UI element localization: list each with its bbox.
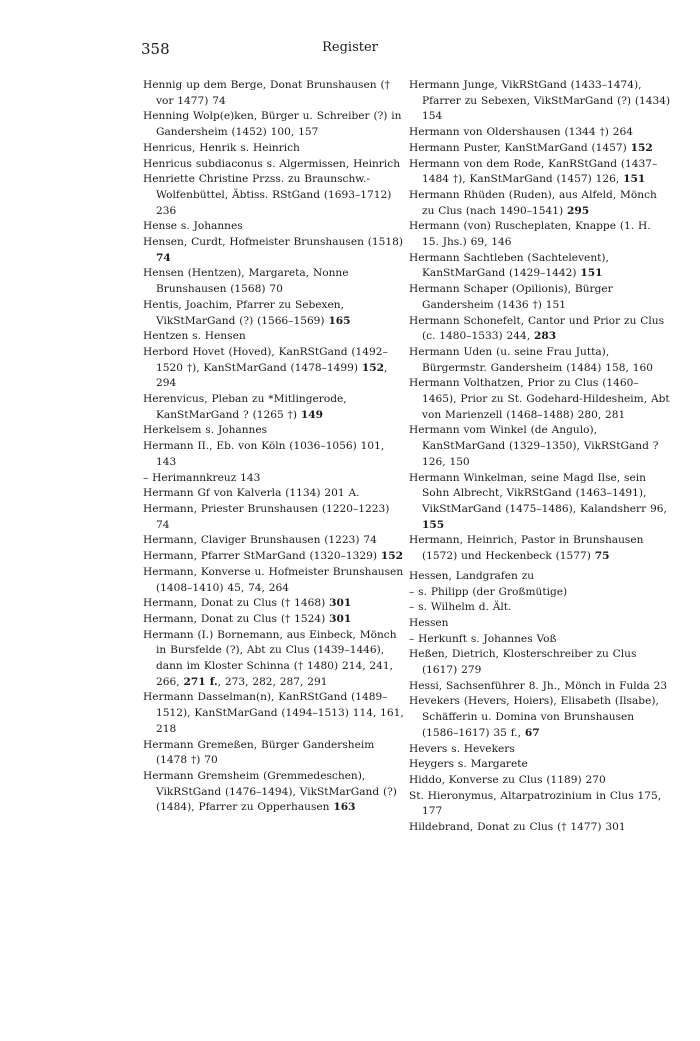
index-entry: Hermann, Heinrich, Pastor in Brunshausen (1572) und Heckenbeck (1577) 75 xyxy=(409,534,644,563)
index-entry: Hermann, Claviger Brunshausen (1223) 74 xyxy=(143,534,377,547)
index-entry: Henriette Christine Przss. zu Braunschw.-Wolfenbüttel, Äbtiss. RStGand (1693–1712) 236 xyxy=(143,173,392,217)
index-entry: Herkelsem s. Johannes xyxy=(143,424,268,437)
index-entry: Herenvicus, Pleban zu *Mitlingerode, KanStMarGand ? (1265 †) 149 xyxy=(143,393,347,421)
index-entry: Hevers s. Hevekers xyxy=(409,742,515,755)
index-entry: – s. Philipp (der Großmütige) xyxy=(409,585,568,598)
bold-page-ref: 74 xyxy=(156,251,171,264)
bold-page-ref: 149 xyxy=(300,408,323,421)
index-entry: Hentis, Joachim, Pfarrer zu Sebexen, VikStMarGand (?) (1566–1569) 165 xyxy=(143,298,351,327)
index-entry: Hermann Gremeßen, Bürger Gandersheim (1478 †) 70 xyxy=(143,738,375,767)
index-entry: Hermann vom Winkel (de Angulo), KanStMarGand (1329–1350), VikRStGand ? 126, 150 xyxy=(409,424,659,468)
index-entry: Hermann Gremsheim (Gremmedeschen), VikRStGand (1476–1494), VikStMarGand (?) (1484), Pfarrer zu Opperhausen 163 xyxy=(143,769,397,814)
bold-page-ref: 271 f. xyxy=(183,675,218,688)
index-entry: Henning Wolp(e)ken, Bürger u. Schreiber (?) in Gandersheim (1452) 100, 157 xyxy=(143,110,402,139)
bold-page-ref: 152 xyxy=(361,361,385,374)
bold-page-ref: 152 xyxy=(380,550,403,563)
running-title: Register xyxy=(322,40,378,55)
index-entry: Hermann Puster, KanStMarGand (1457) 152 xyxy=(409,141,653,154)
index-entry: Hermann Volthatzen, Prior zu Clus (1460–1465), Prior zu St. Godehard-Hildesheim, Abt von Marienzell (1468–1488) 280, 281 xyxy=(409,377,670,421)
bold-page-ref: 67 xyxy=(524,726,540,739)
bold-page-ref: 301 xyxy=(329,612,352,625)
bold-page-ref: 75 xyxy=(594,550,610,563)
page-number: 358 xyxy=(141,40,170,58)
index-entry: Hermann Dasselman(n), KanRStGand (1489–1512), KanStMarGand (1494–1513) 114, 161, 218 xyxy=(143,691,404,735)
bold-page-ref: 165 xyxy=(328,314,351,327)
index-entry: Hermann Gf von Kalverla (1134) 201 A. xyxy=(143,487,360,500)
index-entry: Hermann Winkelman, seine Magd Ilse, sein Sohn Albrecht, VikRStGand (1463–1491), VikStMarGand (1475–1486), Kalandsherr 96, 155 xyxy=(409,471,667,531)
index-entry: Henricus subdiaconus s. Algermissen, Heinrich xyxy=(143,157,401,170)
index-entry: Hermann, Priester Brunshausen (1220–1223) 74 xyxy=(143,502,390,531)
index-entry: Hensen, Curdt, Hofmeister Brunshausen (1518) 74 xyxy=(143,236,404,264)
index-entry: Hevekers (Hevers, Hoiers), Elisabeth (Ilsabe), Schäfferin u. Domina von Brunshausen (1586–1617) 35 f., 67 xyxy=(409,695,659,739)
index-entry: Hennig up dem Berge, Donat Brunshausen († vor 1477) 74 xyxy=(143,79,390,107)
index-entry: Hermann, Konverse u. Hofmeister Brunshausen (1408–1410) 45, 74, 264 xyxy=(143,565,404,594)
index-entry: Heßen, Dietrich, Klosterschreiber zu Clus (1617) 279 xyxy=(409,648,637,677)
index-entry: Hessen xyxy=(409,616,449,629)
index-entry: Herbord Hovet (Hoved), KanRStGand (1492–1520 †), KanStMarGand (1478–1499) 152, 294 xyxy=(143,345,388,390)
bold-page-ref: 151 xyxy=(580,267,603,280)
index-entry: Hermann Junge, VikRStGand (1433–1474), Pfarrer zu Sebexen, VikStMarGand (?) (1434) 154 xyxy=(409,79,671,123)
index-entry: Hiddo, Konverse zu Clus (1189) 270 xyxy=(409,773,606,786)
index-entry: Hermann von Oldershausen (1344 †) 264 xyxy=(409,126,633,139)
index-entry: Hermann (von) Ruscheplaten, Knappe (1. H. 15. Jhs.) 69, 146 xyxy=(409,220,651,249)
index-entry: – s. Wilhelm d. Ält. xyxy=(409,601,512,614)
index-column-right xyxy=(409,78,671,836)
index-entry: Hermann Schaper (Opilionis), Bürger Gandersheim (1436 †) 151 xyxy=(409,283,613,311)
bold-page-ref: 163 xyxy=(333,801,356,814)
index-entry: Henricus, Henrik s. Heinrich xyxy=(143,141,300,154)
index-entry: Hermann Rhüden (Ruden), aus Alfeld, Mönch zu Clus (nach 1490–1541) 295 xyxy=(409,188,657,217)
bold-page-ref: 301 xyxy=(329,597,352,610)
index-entry: Hermann, Donat zu Clus († 1468) 301 xyxy=(143,597,352,610)
index-entry: Hermann von dem Rode, KanRStGand (1437–1484 †), KanStMarGand (1457) 126, 151 xyxy=(409,157,658,186)
index-entry: Hermann Schonefelt, Cantor und Prior zu Clus (c. 1480–1533) 244, 283 xyxy=(409,314,665,343)
bold-page-ref: 295 xyxy=(567,204,590,217)
index-entry: Hermann II., Eb. von Köln (1036–1056) 101, 143 xyxy=(143,440,385,468)
index-entry: Hermann Sachtleben (Sachtelevent), KanStMarGand (1429–1442) 151 xyxy=(409,251,609,280)
index-entry: Heygers s. Margarete xyxy=(409,758,528,771)
index-entry: Hessen, Landgrafen zu xyxy=(409,569,535,582)
bold-page-ref: 283 xyxy=(533,330,557,343)
index-column-left xyxy=(143,78,405,816)
index-entry: – Herkunft s. Johannes Voß xyxy=(409,632,557,645)
index-entry: Hermann, Donat zu Clus († 1524) 301 xyxy=(143,612,352,625)
index-entry: Hentzen s. Hensen xyxy=(143,330,246,343)
index-entry: Hense s. Johannes xyxy=(143,220,243,233)
bold-page-ref: 155 xyxy=(422,518,445,531)
bold-page-ref: 152 xyxy=(630,141,653,154)
index-entry: Hensen (Hentzen), Margareta, Nonne Brunshausen (1568) 70 xyxy=(143,267,349,296)
index-entry: St. Hieronymus, Altarpatrozinium in Clus 175, 177 xyxy=(409,789,662,818)
index-entry: Hermann Uden (u. seine Frau Jutta), Bürgermstr. Gandersheim (1484) 158, 160 xyxy=(409,345,653,374)
bold-page-ref: 151 xyxy=(623,173,646,186)
index-entry: Hermann (I.) Bornemann, aus Einbeck, Mönch in Bursfelde (?), Abt zu Clus (1439–1446), dann im Kloster Schinna († 1480) 214, 241, 266, 271 f., 273, 282, 287, 291 xyxy=(143,628,397,688)
index-entry: – Herimannkreuz 143 xyxy=(143,471,261,484)
index-entry: Hermann, Pfarrer StMarGand (1320–1329) 152 xyxy=(143,550,403,563)
index-entry: Hildebrand, Donat zu Clus († 1477) 301 xyxy=(409,821,626,834)
index-entry: Hessi, Sachsenführer 8. Jh., Mönch in Fulda 23 xyxy=(409,679,668,692)
